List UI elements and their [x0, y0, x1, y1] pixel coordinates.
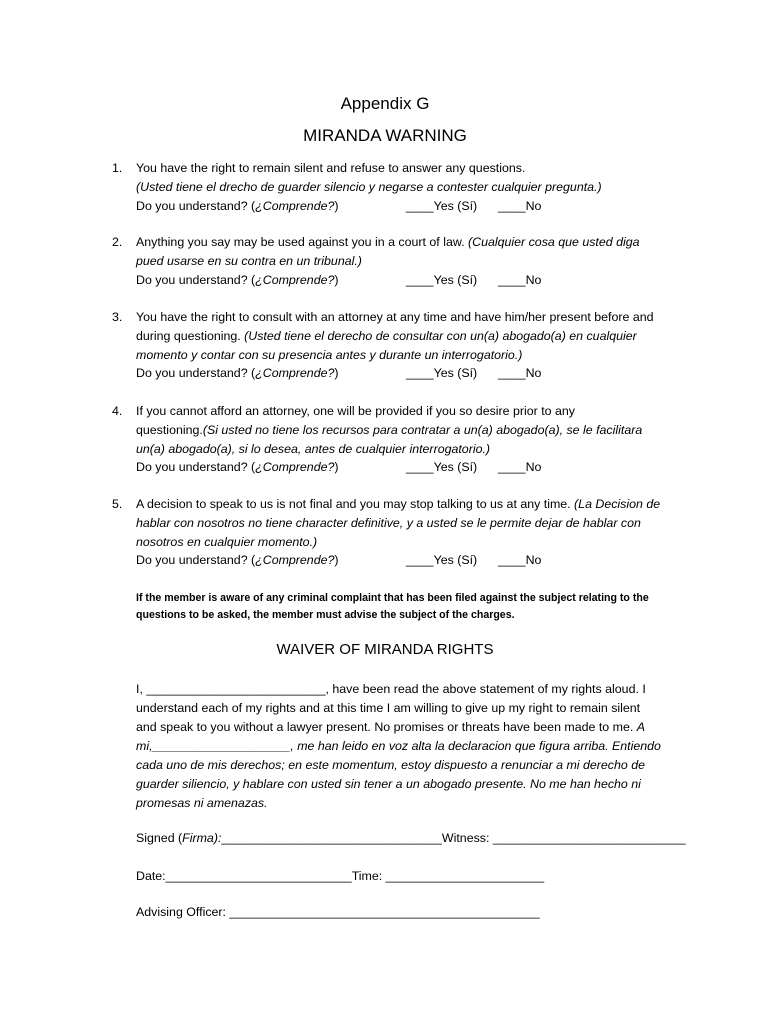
yes-option[interactable]: ____Yes (Sí)	[406, 460, 478, 475]
date-time-row	[136, 869, 544, 883]
item-line: Anything you say may be used against you in a court of law. (Cualquier cosa que usted diga	[136, 235, 640, 249]
understand-question: Do you understand? (¿Comprende?) ____Yes (Sí) ____No	[136, 271, 682, 290]
item-line: You have the right to remain silent and refuse to answer any questions.	[136, 161, 526, 175]
item-line: A decision to speak to us is not final and you may stop talking to us at any time. (La Decision de	[136, 497, 661, 511]
warning-item-4	[112, 402, 682, 477]
waiver-heading: WAIVER OF MIRANDA RIGHTS	[276, 641, 494, 658]
waiver-line: understand each of my rights and at this time I am willing to give up my right to remain silent	[136, 701, 641, 715]
item-line: hablar con nosotros no tiene character definitive, y a usted se le permite dejar de hablar con	[136, 515, 641, 530]
warning-item-3	[112, 308, 682, 383]
no-option[interactable]: ____No	[498, 272, 542, 287]
waiver-line: promesas ni amenazas.	[136, 796, 268, 810]
no-option[interactable]: ____No	[498, 366, 542, 381]
advising-officer-field[interactable]: Advising Officer: _____________________________________________	[136, 905, 540, 919]
signature-row	[136, 831, 686, 845]
item-line: pued usarse en su contra en un tribunal.)	[136, 253, 362, 268]
date-field[interactable]: Date:___________________________	[136, 869, 352, 883]
yes-option[interactable]: ____Yes (Sí)	[406, 198, 478, 213]
yes-option[interactable]: ____Yes (Sí)	[406, 553, 478, 568]
understand-question: Do you understand? (¿Comprende?) ____Yes (Sí) ____No	[136, 197, 682, 216]
note-line: questions to be asked, the member must advise the subject of the charges.	[136, 609, 515, 621]
waiver-line: cada uno de mis derechos; en este momentum, estoy dispuesto a renunciar a mi derecho de	[136, 758, 645, 772]
yes-option[interactable]: ____Yes (Sí)	[406, 366, 478, 381]
understand-question: Do you understand? (¿Comprende?) ____Yes (Sí) ____No	[136, 551, 682, 570]
understand-question: Do you understand? (¿Comprende?) ____Yes (Sí) ____No	[136, 458, 682, 477]
no-option[interactable]: ____No	[498, 198, 542, 213]
warning-item-5	[112, 495, 682, 570]
item-line: un(a) abogado(a), si lo desea, antes de cualquier interrogatorio.)	[136, 441, 491, 456]
yes-option[interactable]: ____Yes (Sí)	[406, 272, 478, 287]
page-title: MIRANDA WARNING	[303, 126, 467, 145]
item-line: questioning.(Si usted no tiene los recursos para contratar a un(a) abogado(a), se le facilitara	[136, 422, 643, 437]
item-number: 3.	[112, 310, 123, 324]
item-number: 1.	[112, 161, 123, 175]
item-number: 5.	[112, 497, 123, 511]
item-number: 4.	[112, 404, 123, 418]
note-line: If the member is aware of any criminal complaint that has been filed against the subject relating to the	[136, 592, 649, 604]
warning-item-1	[112, 159, 682, 215]
item-line: during questioning. (Usted tiene el derecho de consultar con un(a) abogado(a) en cualquier	[136, 328, 637, 343]
signed-field[interactable]: Signed (Firma):________________________________	[136, 831, 442, 845]
item-line: (Usted tiene el drecho de guarder silencio y negarse a contester cualquier pregunta.)	[136, 179, 602, 194]
item-line: nosotros en cualquier momento.)	[136, 534, 318, 549]
no-option[interactable]: ____No	[498, 460, 542, 475]
waiver-line: and speak to you without a lawyer present. No promises or threats have been made to me. A	[136, 720, 645, 734]
understand-question: Do you understand? (¿Comprende?) ____Yes (Sí) ____No	[136, 364, 682, 383]
member-advisory-note	[136, 590, 696, 624]
waiver-paragraph	[136, 680, 696, 813]
item-number: 2.	[112, 235, 123, 249]
appendix-heading: Appendix G	[340, 94, 430, 113]
waiver-line: mi,____________________, me han leido en voz alta la declaracion que figura arriba. Entiendo	[136, 739, 661, 753]
item-line: You have the right to consult with an attorney at any time and have him/her present before and	[136, 310, 654, 324]
time-field[interactable]: Time: _______________________	[351, 869, 545, 883]
advising-officer-row	[136, 905, 540, 919]
warning-item-2	[112, 233, 682, 289]
waiver-line: I, __________________________, have been read the above statement of my rights aloud. I	[136, 682, 646, 696]
no-option[interactable]: ____No	[498, 553, 542, 568]
waiver-line: guarder siliencio, y hablare con usted sin tener a un abogado presente. No me han hecho ni	[136, 777, 641, 791]
witness-field[interactable]: Witness: ____________________________	[441, 831, 686, 845]
item-line: If you cannot afford an attorney, one will be provided if you so desire prior to any	[136, 404, 575, 418]
item-line: momento y contar con su presencia antes y durante un interrogatorio.)	[136, 347, 523, 362]
